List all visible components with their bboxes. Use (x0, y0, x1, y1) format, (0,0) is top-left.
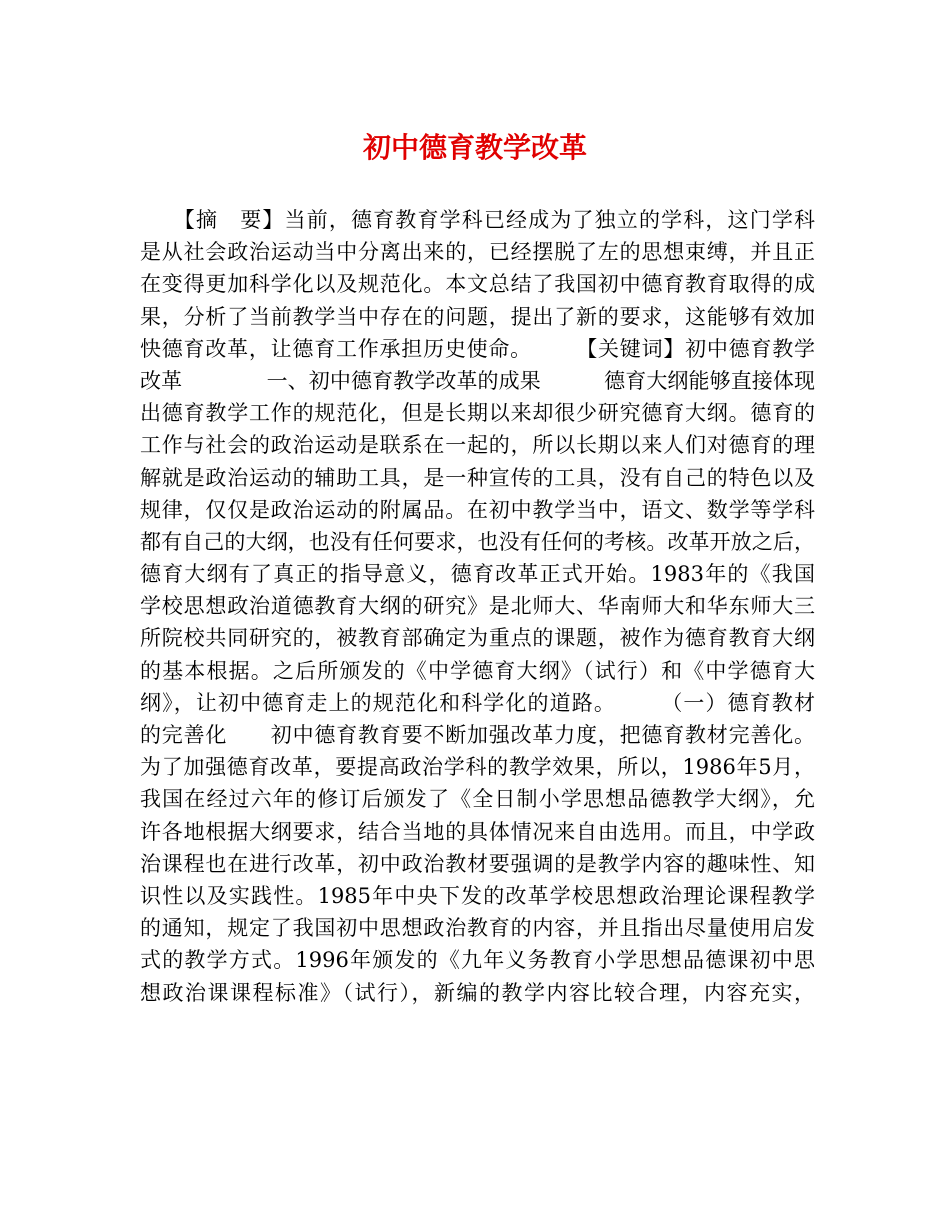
body-text-line: 都有自己的大纲，也没有任何要求，也没有任何的考核。改革开放之后， (140, 529, 815, 554)
document-body (140, 204, 815, 1009)
body-text-line: 式的教学方式。1996年颁发的《九年义务教育小学思想品德课初中思 (140, 948, 815, 973)
body-text-line: 果，分析了当前教学当中存在的问题，提出了新的要求，这能够有效加 (140, 304, 815, 329)
body-text-line: 改革 一、初中德育教学改革的成果 德育大纲能够直接体现 (140, 368, 815, 393)
body-text-line: 在变得更加科学化以及规范化。本文总结了我国初中德育教育取得的成 (140, 272, 815, 297)
body-text-line: 为了加强德育改革，要提高政治学科的教学效果，所以，1986年5月， (140, 755, 815, 780)
body-text-line: 的基本根据。之后所颁发的《中学德育大纲》（试行）和《中学德育大 (140, 658, 815, 683)
body-text-line: 学校思想政治道德教育大纲的研究》是北师大、华南师大和华东师大三 (140, 594, 815, 619)
body-text-line: 许各地根据大纲要求，结合当地的具体情况来自由选用。而且，中学政 (140, 819, 815, 844)
body-text-line: 的完善化 初中德育教育要不断加强改革力度，把德育教材完善化。 (140, 723, 815, 747)
body-text-line: 所院校共同研究的，被教育部确定为重点的课题，被作为德育教育大纲 (140, 626, 815, 651)
body-text-line: 出德育教学工作的规范化，但是长期以来却很少研究德育大纲。德育的 (140, 401, 815, 426)
document-title: 初中德育教学改革 (362, 131, 587, 164)
body-text-line: 我国在经过六年的修订后颁发了《全日制小学思想品德教学大纲》，允 (140, 787, 815, 812)
body-text-line: 工作与社会的政治运动是联系在一起的，所以长期以来人们对德育的理 (140, 433, 815, 458)
body-text-line: 德育大纲有了真正的指导意义，德育改革正式开始。1983年的《我国 (140, 562, 815, 587)
body-text-line: 识性以及实践性。1985年中央下发的改革学校思想政治理论课程教学 (140, 883, 815, 908)
body-text-line: 治课程也在进行改革，初中政治教材要强调的是教学内容的趣味性、知 (140, 851, 815, 876)
body-text-line: 快德育改革，让德育工作承担历史使命。 【关键词】初中德育教学 (140, 336, 815, 361)
body-text-line: 的通知，规定了我国初中思想政治教育的内容，并且指出尽量使用启发 (140, 916, 815, 941)
body-text-line: 是从社会政治运动当中分离出来的，已经摆脱了左的思想束缚，并且正 (140, 240, 815, 265)
body-text-line: 规律，仅仅是政治运动的附属品。在初中教学当中，语文、数学等学科 (140, 497, 815, 522)
body-text-line: 解就是政治运动的辅助工具，是一种宣传的工具，没有自己的特色以及 (140, 465, 815, 490)
body-text-line: 纲》，让初中德育走上的规范化和科学化的道路。 （一）德育教材 (140, 690, 815, 715)
body-text-line: 【摘 要】当前，德育教育学科已经成为了独立的学科，这门学科 (140, 208, 815, 232)
body-text-line: 想政治课课程标准》（试行），新编的教学内容比较合理，内容充实， (140, 980, 815, 1005)
